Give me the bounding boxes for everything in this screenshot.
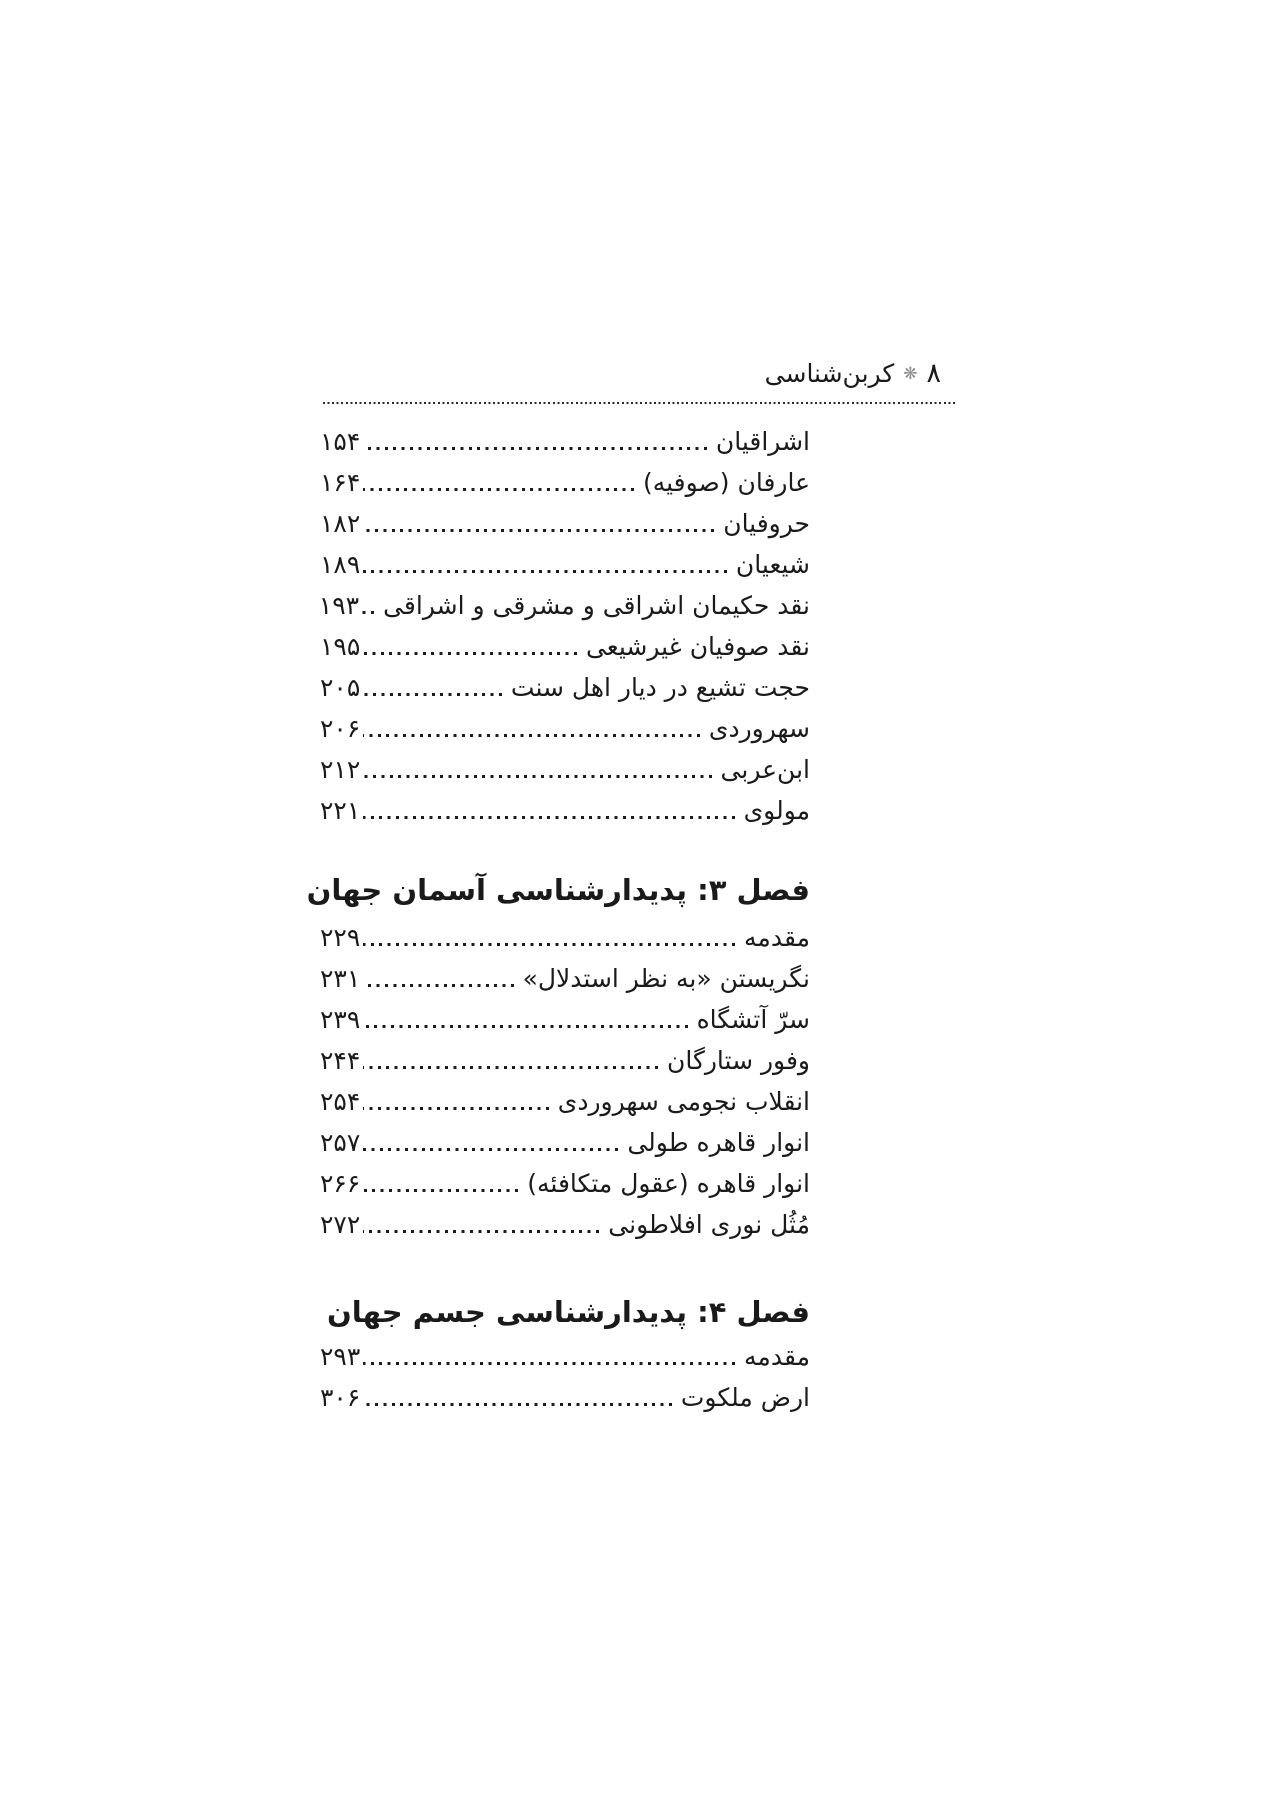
dotted-leader — [363, 693, 502, 696]
dotted-leader — [363, 529, 714, 532]
entry-title: عارفان (صوفیه) — [642, 468, 810, 497]
entry-title: مُثُل نوری افلاطونی — [608, 1210, 810, 1239]
toc-entry — [320, 790, 810, 831]
entry-title: ابن‌عربی — [720, 755, 810, 784]
dotted-leader — [363, 1189, 518, 1192]
entry-page-number: ۲۰۶ — [320, 714, 361, 743]
toc-entry — [320, 958, 810, 999]
header-dotted-rule — [322, 402, 955, 404]
entry-page-number: ۲۳۹ — [320, 1005, 361, 1034]
dotted-leader — [363, 734, 700, 737]
entry-title: مقدمه — [744, 923, 810, 952]
entry-title: سهروردی — [708, 714, 810, 743]
toc-entry — [320, 917, 810, 958]
entry-title: حجت تشیع در دیار اهل سنت — [510, 673, 810, 702]
entry-page-number: ۲۵۴ — [320, 1087, 361, 1116]
entry-page-number: ۲۹۳ — [320, 1342, 361, 1371]
entry-title: انوار قاهره طولی — [627, 1128, 810, 1157]
running-header — [322, 354, 955, 394]
toc-entry — [320, 667, 810, 708]
dotted-leader — [363, 816, 734, 819]
dotted-leader — [363, 775, 711, 778]
dotted-leader — [363, 1066, 658, 1069]
entry-title: نقد صوفیان غیرشیعی — [585, 632, 810, 661]
toc-entry — [320, 585, 810, 626]
dotted-leader — [363, 1362, 735, 1365]
flower-ornament-icon: ❋ — [903, 363, 918, 384]
dotted-leader — [363, 1025, 687, 1028]
entry-page-number: ۱۹۳ — [318, 591, 360, 620]
entry-page-number: ۳۰۶ — [320, 1383, 361, 1412]
entry-title: انقلاب نجومی سهروردی — [557, 1087, 810, 1116]
entry-title: اشراقیان — [715, 427, 810, 456]
entry-page-number: ۱۶۴ — [320, 468, 361, 497]
dotted-leader — [363, 488, 634, 491]
toc-entry — [320, 1163, 810, 1204]
toc-entry — [320, 462, 810, 503]
entry-title: مولوی — [743, 796, 810, 825]
entry-page-number: ۱۸۲ — [320, 509, 361, 538]
chapter-3-heading: فصل ۳: پدیدارشناسی آسمان جهان — [306, 873, 810, 907]
toc-entry — [320, 1081, 810, 1122]
dotted-leader — [363, 1148, 618, 1151]
dotted-leader — [363, 652, 577, 655]
entry-page-number: ۲۲۱ — [320, 796, 361, 825]
entry-title: حروفیان — [723, 509, 810, 538]
entry-title: ارض ملکوت — [680, 1383, 810, 1412]
entry-title: نگریستن «به نظر استدلال» — [522, 964, 810, 993]
dotted-leader — [362, 611, 374, 614]
dotted-leader — [363, 1403, 672, 1406]
page-number: ۸ — [926, 358, 941, 389]
book-title: کربن‌شناسی — [764, 359, 895, 388]
entry-page-number: ۲۱۲ — [320, 755, 361, 784]
entry-title: شیعیان — [735, 550, 810, 579]
toc-entry — [320, 1122, 810, 1163]
toc-entry — [320, 421, 810, 462]
entry-title: مقدمه — [744, 1342, 810, 1371]
dotted-leader — [363, 570, 727, 573]
toc-entry — [320, 544, 810, 585]
toc-section-2-entries — [320, 421, 810, 831]
toc-section-4-entries — [320, 1336, 810, 1418]
entry-page-number: ۱۵۴ — [320, 427, 361, 456]
toc-entry — [320, 999, 810, 1040]
entry-page-number: ۲۲۹ — [320, 923, 361, 952]
toc-entry — [320, 1377, 810, 1418]
entry-page-number: ۲۵۷ — [320, 1128, 361, 1157]
entry-title: انوار قاهره (عقول متکافئه) — [527, 1169, 810, 1198]
dotted-leader — [363, 984, 513, 987]
chapter-4-heading: فصل ۴: پدیدارشناسی جسم جهان — [327, 1295, 810, 1329]
entry-page-number: ۲۷۲ — [320, 1210, 361, 1239]
toc-entry — [320, 1204, 810, 1245]
entry-title: سرّ آتشگاه — [696, 1005, 810, 1034]
entry-page-number: ۲۶۶ — [320, 1169, 361, 1198]
toc-section-3-entries — [320, 917, 810, 1245]
entry-page-number: ۱۹۵ — [320, 632, 361, 661]
dotted-leader — [363, 1230, 599, 1233]
toc-entry — [320, 503, 810, 544]
entry-page-number: ۱۸۹ — [320, 550, 361, 579]
entry-page-number: ۲۴۴ — [320, 1046, 361, 1075]
toc-entry — [320, 626, 810, 667]
toc-entry — [320, 749, 810, 790]
entry-page-number: ۲۰۵ — [320, 673, 361, 702]
entry-title: وفور ستارگان — [666, 1046, 810, 1075]
toc-entry — [320, 1040, 810, 1081]
entry-title: نقد حکیمان اشراقی و مشرقی و اشراقی — [383, 591, 810, 620]
toc-entry — [320, 1336, 810, 1377]
dotted-leader — [363, 447, 707, 450]
dotted-leader — [363, 1107, 548, 1110]
toc-entry — [320, 708, 810, 749]
dotted-leader — [363, 943, 735, 946]
entry-page-number: ۲۳۱ — [320, 964, 361, 993]
